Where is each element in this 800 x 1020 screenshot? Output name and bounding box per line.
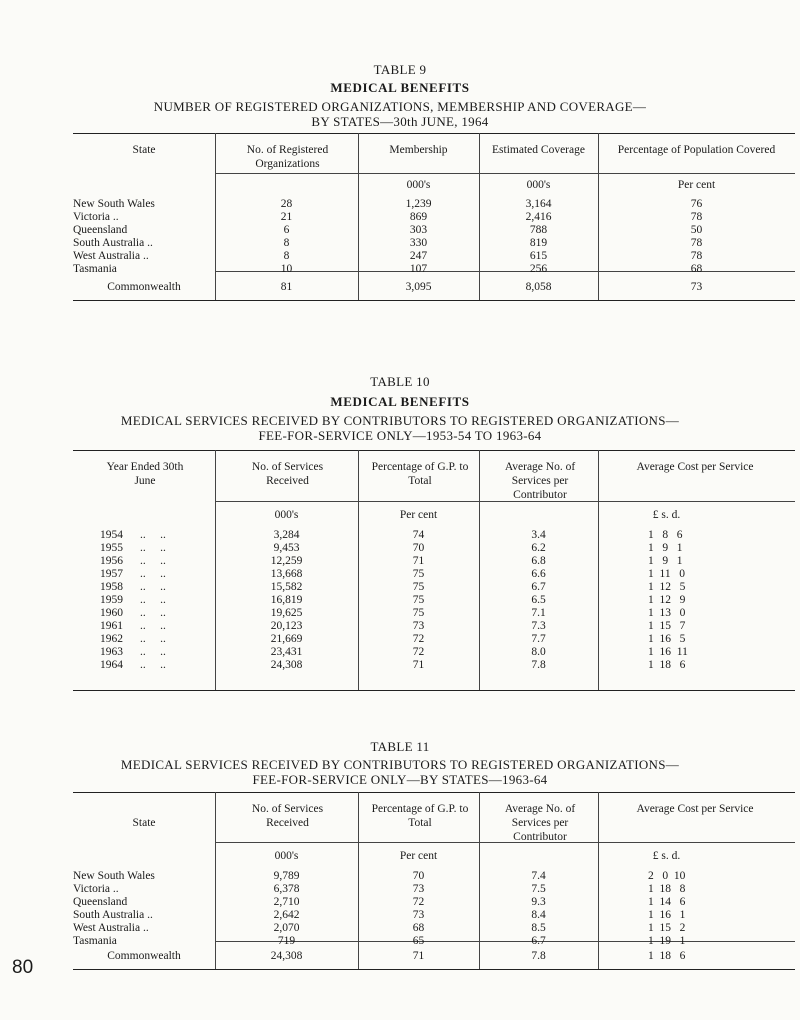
cell-pct: 70: [412, 542, 425, 554]
row-label: 1956: [100, 555, 123, 567]
cell-orgs: 21: [280, 211, 293, 223]
cell-pct: 73: [412, 909, 425, 921]
leader-dots: .. ..: [140, 594, 166, 606]
cell-cost: 1 8 6: [648, 529, 683, 541]
cell-pct: 71: [412, 950, 425, 962]
cell-avg: 6.7: [531, 935, 546, 947]
cell-services: 15,582: [270, 581, 303, 593]
table10-label: TABLE 10: [370, 374, 430, 389]
leader-dots: .. ..: [140, 633, 166, 645]
cell-pct: 75: [412, 607, 425, 619]
cell-cost: 2 0 10: [648, 870, 686, 882]
header-state: State: [132, 817, 156, 829]
cell-pct: 72: [412, 633, 425, 645]
cell-services: 21,669: [270, 633, 303, 645]
row-label: 1955: [100, 542, 123, 554]
unit-cost: £ s. d.: [652, 509, 681, 521]
unit-services: 000's: [274, 509, 299, 521]
table9-label: TABLE 9: [373, 62, 427, 77]
cell-pct: 78: [690, 211, 703, 223]
page-number: 80: [12, 957, 34, 978]
cell-pct: 75: [412, 581, 425, 593]
table9-subtitle-1: NUMBER OF REGISTERED ORGANIZATIONS, MEMBERSHIP AND COVERAGE—: [153, 99, 647, 114]
header-state: State: [132, 144, 156, 156]
row-label: Tasmania: [73, 263, 117, 275]
leader-dots: .. ..: [140, 529, 166, 541]
row-label: 1957: [100, 568, 123, 580]
cell-avg: 3.4: [531, 529, 546, 541]
cell-membership: 1,239: [405, 198, 432, 210]
cell-cost: 1 15 2: [648, 922, 686, 934]
cell-avg: 7.4: [531, 870, 546, 882]
unit-pct: Per cent: [399, 509, 438, 521]
row-label: 1959: [100, 594, 123, 606]
cell-pct: 71: [412, 555, 425, 567]
cell-services: 24,308: [270, 659, 303, 671]
cell-pct: 74: [412, 529, 425, 541]
cell-pct: 71: [412, 659, 425, 671]
row-label: Victoria ..: [73, 883, 119, 895]
cell-avg: 8.0: [531, 646, 546, 658]
cell-coverage: 3,164: [525, 198, 552, 210]
cell-pct: 73: [690, 281, 703, 293]
cell-services: 13,668: [270, 568, 303, 580]
cell-orgs: 8: [283, 237, 290, 249]
table11-subtitle-2: FEE-FOR-SERVICE ONLY—BY STATES—1963-64: [252, 772, 548, 787]
cell-pct: 70: [412, 870, 425, 882]
cell-cost: 1 12 5: [648, 581, 686, 593]
cell-pct: 65: [412, 935, 425, 947]
cell-avg: 6.7: [531, 581, 546, 593]
cell-orgs: 6: [283, 224, 290, 236]
cell-avg: 7.8: [531, 950, 546, 962]
row-label: 1958: [100, 581, 123, 593]
cell-pct: 73: [412, 620, 425, 632]
cell-cost: 1 11 0: [648, 568, 685, 580]
table11-subtitle-1: MEDICAL SERVICES RECEIVED BY CONTRIBUTORS TO REGISTERED ORGANIZATIONS—: [120, 757, 680, 772]
cell-cost: 1 13 0: [648, 607, 686, 619]
cell-services: 2,642: [273, 909, 300, 921]
cell-services: 16,819: [270, 594, 303, 606]
row-label: South Australia ..: [73, 237, 153, 249]
table11-label: TABLE 11: [370, 739, 430, 754]
header-coverage: Estimated Coverage: [492, 144, 585, 156]
cell-cost: 1 14 6: [648, 896, 686, 908]
cell-pct: 72: [412, 896, 425, 908]
header-avg-cost: Average Cost per Service: [636, 461, 754, 473]
cell-avg: 7.1: [531, 607, 546, 619]
cell-avg: 6.8: [531, 555, 546, 567]
cell-membership: 3,095: [405, 281, 432, 293]
header-pct-gp: Percentage of G.P. to Total: [371, 461, 469, 487]
row-label: 1962: [100, 633, 123, 645]
row-label: 1960: [100, 607, 123, 619]
header-services: No. of Services Received: [251, 803, 324, 829]
cell-coverage: 256: [529, 263, 548, 275]
cell-membership: 107: [409, 263, 428, 275]
unit-membership: 000's: [406, 179, 431, 191]
cell-pct: 50: [690, 224, 703, 236]
cell-orgs: 8: [283, 250, 290, 262]
leader-dots: .. ..: [140, 620, 166, 632]
row-label: Commonwealth: [107, 281, 181, 293]
cell-cost: 1 9 1: [648, 555, 683, 567]
cell-avg: 8.4: [531, 909, 546, 921]
table9-subtitle-2: BY STATES—30th JUNE, 1964: [311, 114, 489, 129]
unit-services: 000's: [274, 850, 299, 862]
leader-dots: .. ..: [140, 607, 166, 619]
cell-avg: 6.5: [531, 594, 546, 606]
cell-services: 719: [277, 935, 296, 947]
row-label: New South Wales: [73, 870, 155, 882]
cell-services: 20,123: [270, 620, 303, 632]
cell-pct: 75: [412, 568, 425, 580]
table10-title: MEDICAL BENEFITS: [330, 394, 470, 409]
cell-coverage: 615: [529, 250, 548, 262]
cell-pct: 78: [690, 250, 703, 262]
row-label: 1961: [100, 620, 123, 632]
cell-pct: 76: [690, 198, 703, 210]
leader-dots: .. ..: [140, 568, 166, 580]
cell-membership: 869: [409, 211, 428, 223]
cell-pct: 72: [412, 646, 425, 658]
row-label: 1963: [100, 646, 123, 658]
cell-coverage: 819: [529, 237, 548, 249]
cell-services: 23,431: [270, 646, 303, 658]
cell-orgs: 81: [280, 281, 293, 293]
cell-pct: 68: [412, 922, 425, 934]
row-label: New South Wales: [73, 198, 155, 210]
cell-services: 3,284: [273, 529, 300, 541]
cell-membership: 303: [409, 224, 428, 236]
row-label: 1954: [100, 529, 123, 541]
cell-membership: 330: [409, 237, 428, 249]
row-label: Queensland: [73, 224, 128, 236]
cell-services: 6,378: [273, 883, 300, 895]
cell-pct: 75: [412, 594, 425, 606]
table9-title: MEDICAL BENEFITS: [330, 80, 470, 95]
cell-cost: 1 16 11: [648, 646, 688, 658]
cell-pct: 73: [412, 883, 425, 895]
cell-avg: 6.2: [531, 542, 546, 554]
cell-cost: 1 15 7: [648, 620, 686, 632]
row-label: Tasmania: [73, 935, 117, 947]
header-services: No. of Services Received: [251, 461, 324, 487]
cell-cost: 1 16 1: [648, 909, 686, 921]
cell-coverage: 2,416: [525, 211, 552, 223]
row-label: Queensland: [73, 896, 128, 908]
table10-subtitle-1: MEDICAL SERVICES RECEIVED BY CONTRIBUTORS TO REGISTERED ORGANIZATIONS—: [120, 413, 680, 428]
cell-coverage: 788: [529, 224, 548, 236]
table10-subtitle-2: FEE-FOR-SERVICE ONLY—1953-54 TO 1963-64: [258, 428, 542, 443]
unit-pct: Per cent: [399, 850, 438, 862]
cell-services: 2,070: [273, 922, 300, 934]
unit-pct: Per cent: [677, 179, 716, 191]
cell-pct: 68: [690, 263, 703, 275]
header-avg-services: Average No. of Services per Contributor: [504, 803, 576, 843]
row-label: Commonwealth: [107, 950, 181, 962]
cell-orgs: 10: [280, 263, 293, 275]
header-avg-cost: Average Cost per Service: [636, 803, 754, 815]
cell-services: 9,789: [273, 870, 300, 882]
cell-services: 24,308: [270, 950, 303, 962]
cell-membership: 247: [409, 250, 428, 262]
leader-dots: .. ..: [140, 581, 166, 593]
cell-avg: 8.5: [531, 922, 546, 934]
cell-avg: 7.8: [531, 659, 546, 671]
leader-dots: .. ..: [140, 542, 166, 554]
header-year: Year Ended 30th June: [106, 461, 184, 487]
unit-cost: £ s. d.: [652, 850, 681, 862]
cell-cost: 1 18 6: [648, 659, 686, 671]
cell-cost: 1 12 9: [648, 594, 686, 606]
unit-coverage: 000's: [526, 179, 551, 191]
cell-avg: 6.6: [531, 568, 546, 580]
header-membership: Membership: [389, 144, 448, 156]
cell-cost: 1 9 1: [648, 542, 683, 554]
cell-avg: 9.3: [531, 896, 546, 908]
cell-cost: 1 16 5: [648, 633, 686, 645]
cell-cost: 1 18 6: [648, 950, 686, 962]
header-orgs: No. of Registered Organizations: [246, 144, 329, 170]
cell-services: 12,259: [270, 555, 303, 567]
leader-dots: .. ..: [140, 555, 166, 567]
cell-coverage: 8,058: [525, 281, 552, 293]
leader-dots: .. ..: [140, 646, 166, 658]
header-avg-services: Average No. of Services per Contributor: [504, 461, 576, 501]
cell-services: 9,453: [273, 542, 300, 554]
cell-pct: 78: [690, 237, 703, 249]
cell-orgs: 28: [280, 198, 293, 210]
leader-dots: .. ..: [140, 659, 166, 671]
cell-cost: 1 18 8: [648, 883, 686, 895]
cell-services: 19,625: [270, 607, 303, 619]
cell-cost: 1 19 1: [648, 935, 686, 947]
row-label: West Australia ..: [73, 922, 149, 934]
header-pct-gp: Percentage of G.P. to Total: [371, 803, 469, 829]
row-label: South Australia ..: [73, 909, 153, 921]
cell-services: 2,710: [273, 896, 300, 908]
cell-avg: 7.7: [531, 633, 546, 645]
row-label: West Australia ..: [73, 250, 149, 262]
header-pct-population: Percentage of Population Covered: [617, 144, 776, 156]
row-label: 1964: [100, 659, 123, 671]
row-label: Victoria ..: [73, 211, 119, 223]
cell-avg: 7.3: [531, 620, 546, 632]
cell-avg: 7.5: [531, 883, 546, 895]
